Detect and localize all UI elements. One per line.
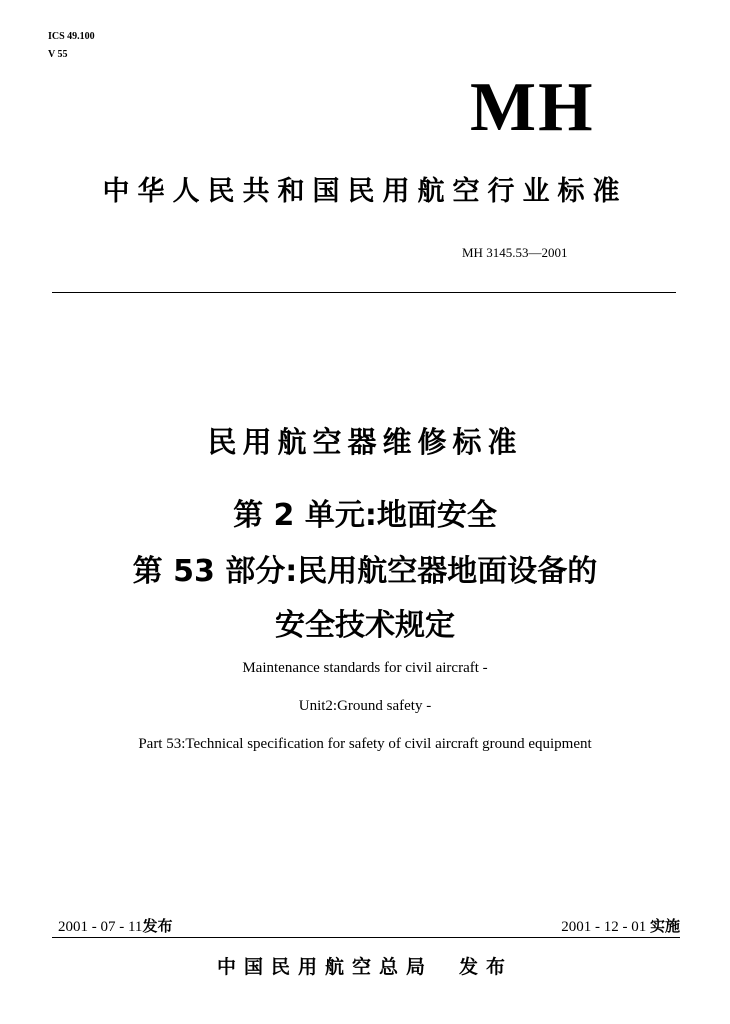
english-title-line-3: Part 53:Technical specification for safety of civil aircraft ground equipment xyxy=(138,736,592,752)
issue-date xyxy=(58,916,172,937)
implementation-date-value: 2001 - 12 - 01 xyxy=(561,919,647,935)
mh-logo: MH xyxy=(470,69,595,146)
issue-label: 发布 xyxy=(142,917,173,935)
chinese-title-line-1: 民用航空器维修标准 xyxy=(207,425,523,459)
chinese-title-line-4: 安全技术规定 xyxy=(275,608,455,643)
english-title-line-2: Unit2:Ground safety - xyxy=(298,698,432,714)
english-title-line-1: Maintenance standards for civil aircraft - xyxy=(242,660,488,676)
chinese-title-line-3: 第 53 部分:民用航空器地面设备的 xyxy=(132,554,598,589)
chinese-title-line-2: 第 2 单元:地面安全 xyxy=(233,498,497,533)
implementation-date xyxy=(561,916,680,937)
footer-divider xyxy=(52,937,680,938)
implementation-label: 实施 xyxy=(649,917,680,935)
ics-code: ICS 49.100 xyxy=(48,31,95,42)
header-divider xyxy=(52,292,676,293)
standard-type-title: 中华人民共和国民用航空行业标准 xyxy=(102,176,628,207)
publisher-line xyxy=(0,954,730,980)
issue-date-value: 2001 - 07 - 11 xyxy=(58,919,143,935)
standard-number: MH 3145.53—2001 xyxy=(462,245,568,260)
publisher-name: 中国民用航空总局 xyxy=(216,956,433,978)
ccs-code: V 55 xyxy=(48,49,68,60)
publisher-action: 发布 xyxy=(459,956,514,978)
